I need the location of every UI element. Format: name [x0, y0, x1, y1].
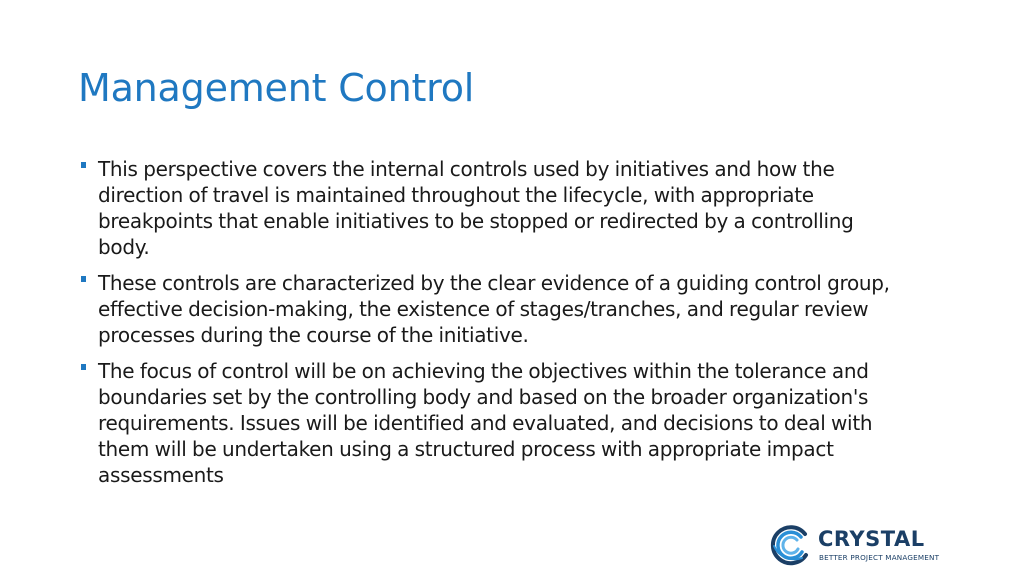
square-bullet-icon: [81, 364, 86, 370]
bullet-text: This perspective covers the internal controls used by initiatives and how the direction of travel is maintained throughout the lifecycle, with appropriate breakpoints that enable initiatives to be stopped or redirected by a controlling body.: [98, 157, 854, 259]
slide-title: Management Control: [78, 66, 475, 110]
square-bullet-icon: [81, 162, 86, 168]
bullet-item: [78, 270, 908, 348]
bullet-list: [78, 156, 908, 498]
square-bullet-icon: [81, 276, 86, 282]
crystal-swirl-icon: [768, 522, 812, 568]
logo-tagline: BETTER PROJECT MANAGEMENT: [819, 553, 940, 562]
bullet-item: [78, 156, 908, 260]
crystal-logo: [768, 522, 958, 568]
bullet-item: [78, 358, 908, 488]
bullet-text: The focus of control will be on achieving the objectives within the tolerance and boundaries set by the controlling body and based on the broader organization's requirements. Issues will be identified and evaluated, and decisions to deal with them will be undertaken using a structured process with appropriate impact assessments: [98, 359, 873, 487]
bullet-text: These controls are characterized by the clear evidence of a guiding control group, effective decision-making, the existence of stages/tranches, and regular review processes during the course of the initiative.: [98, 271, 890, 347]
logo-name: CRYSTAL: [818, 527, 925, 551]
